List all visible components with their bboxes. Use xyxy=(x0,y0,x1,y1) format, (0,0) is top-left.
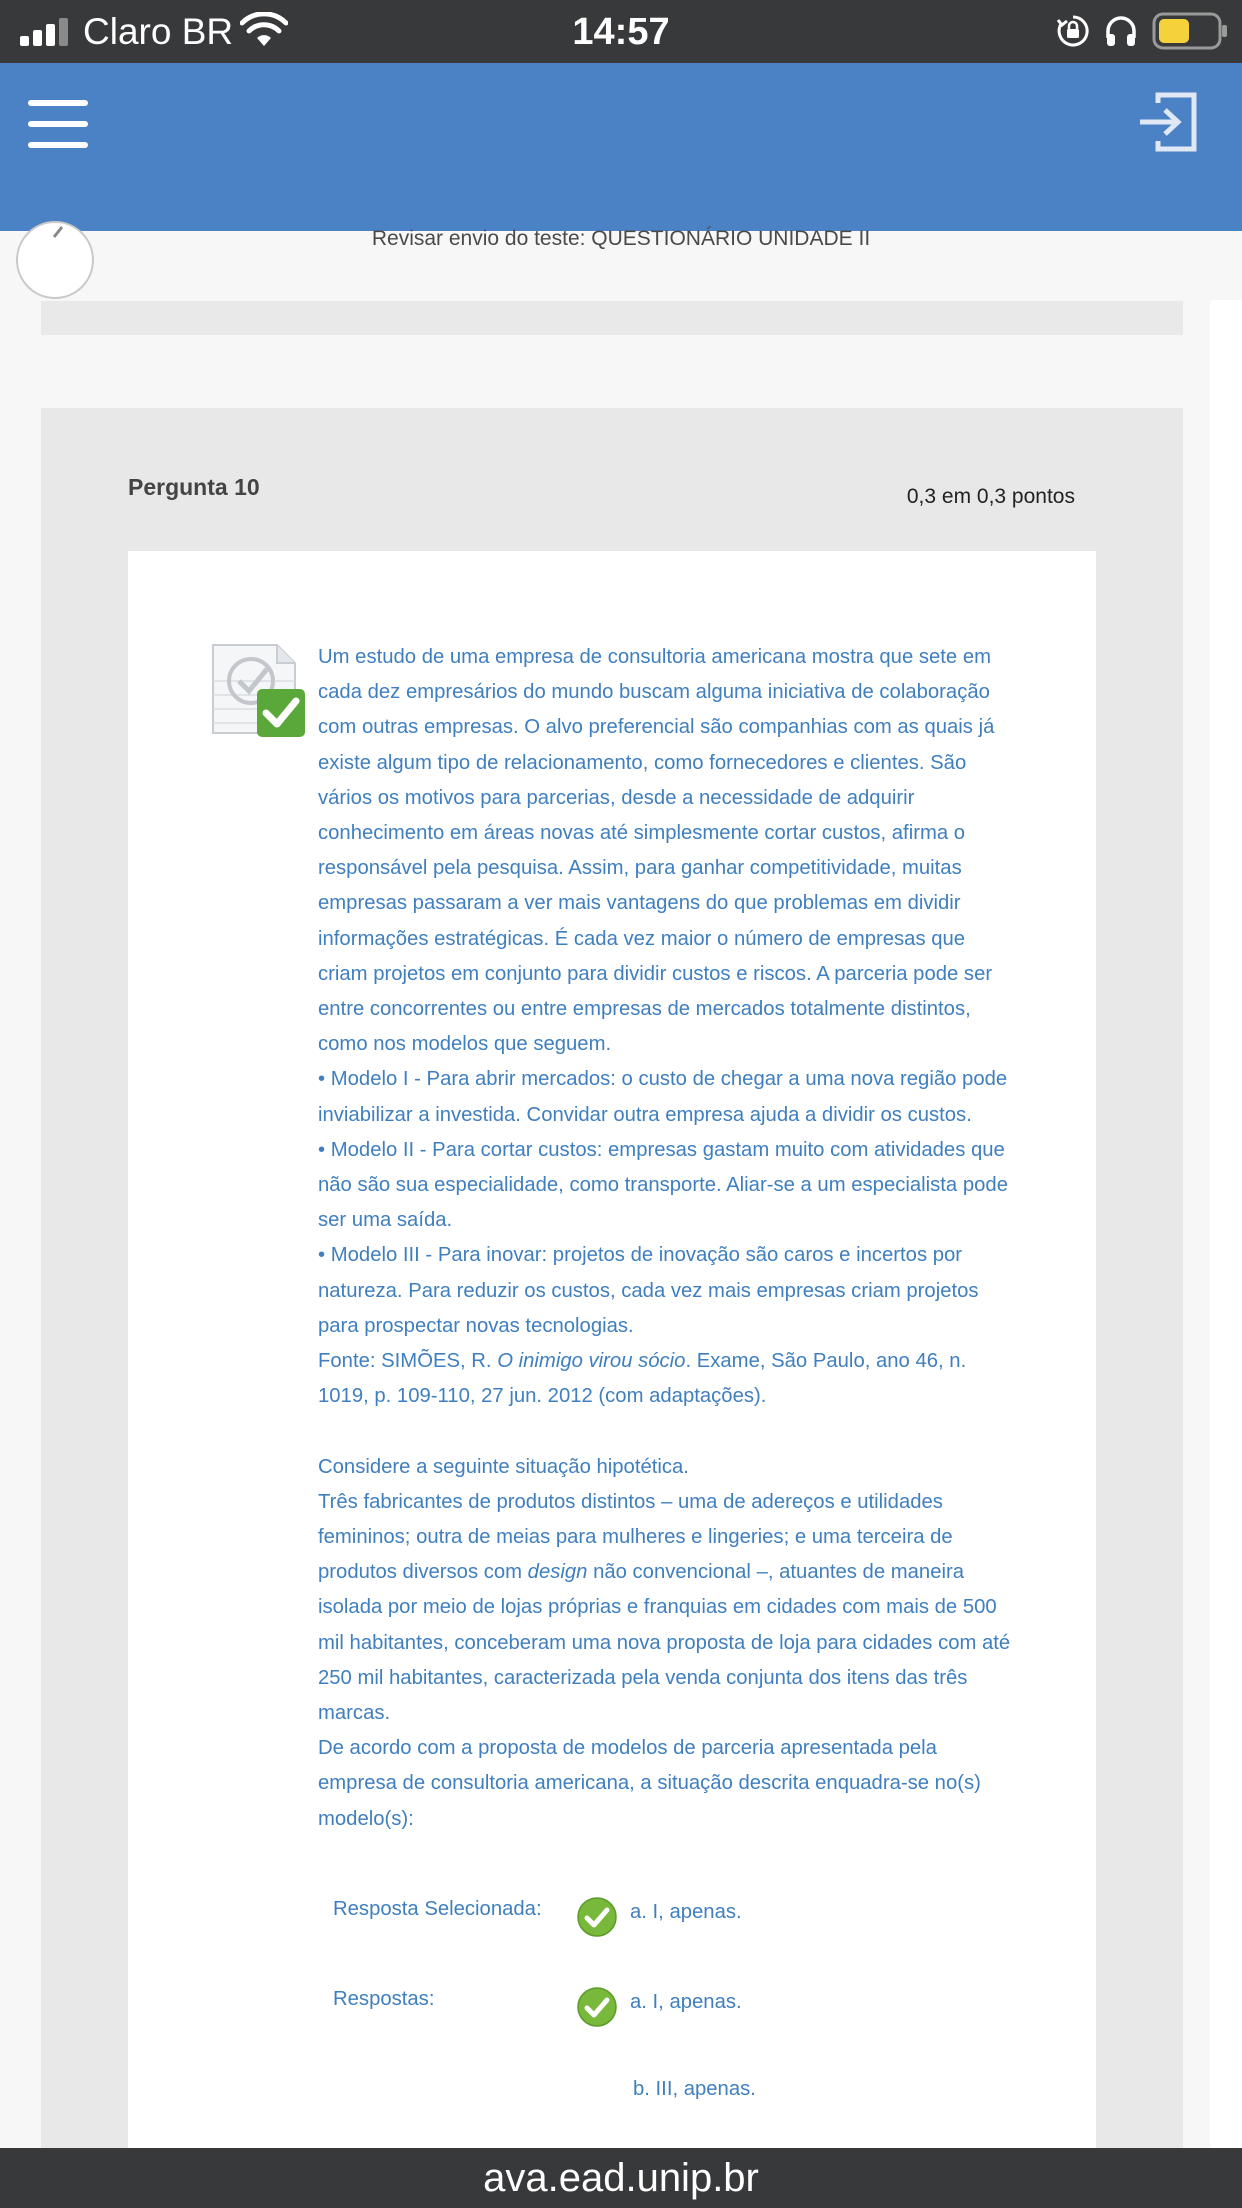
browser-url-bar[interactable]: ava.ead.unip.br xyxy=(0,2148,1242,2208)
citation-title: O inimigo virou sócio xyxy=(497,1350,686,1373)
answer-option: b. III, apenas. xyxy=(633,2078,756,2100)
scenario-text: Três fabricantes de produtos distintos – uma de adereços e utilidades femininos; outra de meias para mulheres e lingeries; e uma terceira de produtos diversos com xyxy=(318,1490,953,1584)
question-text xyxy=(318,640,1020,1837)
check-circle-icon xyxy=(577,1987,617,2027)
question-paragraph xyxy=(318,1485,1020,1731)
question-points: 0,3 em 0,3 pontos xyxy=(906,485,1075,508)
answers-label: Respostas: xyxy=(333,1988,435,2010)
page-title: Revisar envio do teste: QUESTIONÁRIO UNIDADE II xyxy=(371,227,871,250)
check-circle-icon xyxy=(577,1897,617,1937)
clock-time: 14:57 xyxy=(572,11,670,53)
selected-answer: a. I, apenas. xyxy=(630,1901,742,1923)
spacer xyxy=(318,1414,1020,1449)
question-label: Pergunta 10 xyxy=(128,474,260,500)
selected-answer-label: Resposta Selecionada: xyxy=(333,1898,542,1920)
sign-out-icon[interactable] xyxy=(1138,91,1198,153)
carrier-name: Claro BR xyxy=(83,11,234,52)
model-item: • Modelo II - Para cortar custos: empresas gastam muito com atividades que não são sua especialidade, como transporte. Aliar-se a um especialista pode ser uma saída. xyxy=(318,1138,1008,1232)
citation-text: . Exame, São Paulo, ano 46, n. 1019, p. 109-110, 27 jun. 2012 (com adaptações). xyxy=(318,1350,967,1408)
hamburger-menu-icon[interactable] xyxy=(28,100,88,150)
side-panel xyxy=(1210,300,1242,2150)
status-bar xyxy=(0,0,1242,63)
answer-option: a. I, apenas. xyxy=(630,1991,742,2013)
question-prompt: De acordo com a proposta de modelos de parceria apresentada pela empresa de consultoria americana, a situação descrita enquadra-se no(s) modelo(s): xyxy=(318,1737,981,1830)
citation-text: Fonte: SIMÕES, R. xyxy=(318,1350,498,1373)
divider-strip xyxy=(41,301,1183,335)
app-header xyxy=(0,63,1242,231)
question-paragraph: Um estudo de uma empresa de consultoria americana mostra que sete em cada dez empresários do mundo buscam alguma iniciativa de colaboração com outras empresas. O alvo preferencial são companhias com as quais já existe algum tipo de relacionamento, como fornecedores e clientes. São vários os motivos para parcerias, desde a necessidade de adquirir conhecimento em áreas novas até simplesmente cortar custos, afirma o responsável pela pesquisa. Assim, para ganhar competitividade, muitas empresas passaram a ver mais vantagens do que problemas em dividir informações estratégicas. É cada vez maior o número de empresas que criam projetos em conjunto para dividir custos e riscos. A parceria pode ser entre concorrentes ou entre empresas de mercados totalmente distintos, como nos modelos que seguem. xyxy=(318,646,995,1056)
correct-answer-status-icon xyxy=(207,641,307,741)
scenario-emphasis: design xyxy=(527,1561,588,1584)
scenario-text: não convencional –, atuantes de maneira isolada por meio de lojas próprias e franquias em cidades com mais de 500 mil habitantes, conceberam uma nova proposta de loja para cidades com até 250 mil habitantes, caracterizada pela venda conjunta dos itens das três marcas. xyxy=(318,1561,1011,1725)
headphones-icon xyxy=(1104,14,1138,48)
model-item: • Modelo I - Para abrir mercados: o custo de chegar a uma nova região pode inviabilizar a investida. Convidar outra empresa ajuda a dividir os custos. xyxy=(318,1068,1008,1126)
question-paragraph: Considere a seguinte situação hipotética. xyxy=(318,1455,689,1478)
model-item: • Modelo III - Para inovar: projetos de inovação são caros e incertos por natureza. Para reduzir os custos, cada vez mais empresas criam projetos para prospectar novas tecnologias. xyxy=(318,1244,979,1337)
orientation-lock-icon xyxy=(1056,14,1090,48)
source-citation xyxy=(318,1344,1020,1414)
battery-icon xyxy=(1152,12,1228,50)
